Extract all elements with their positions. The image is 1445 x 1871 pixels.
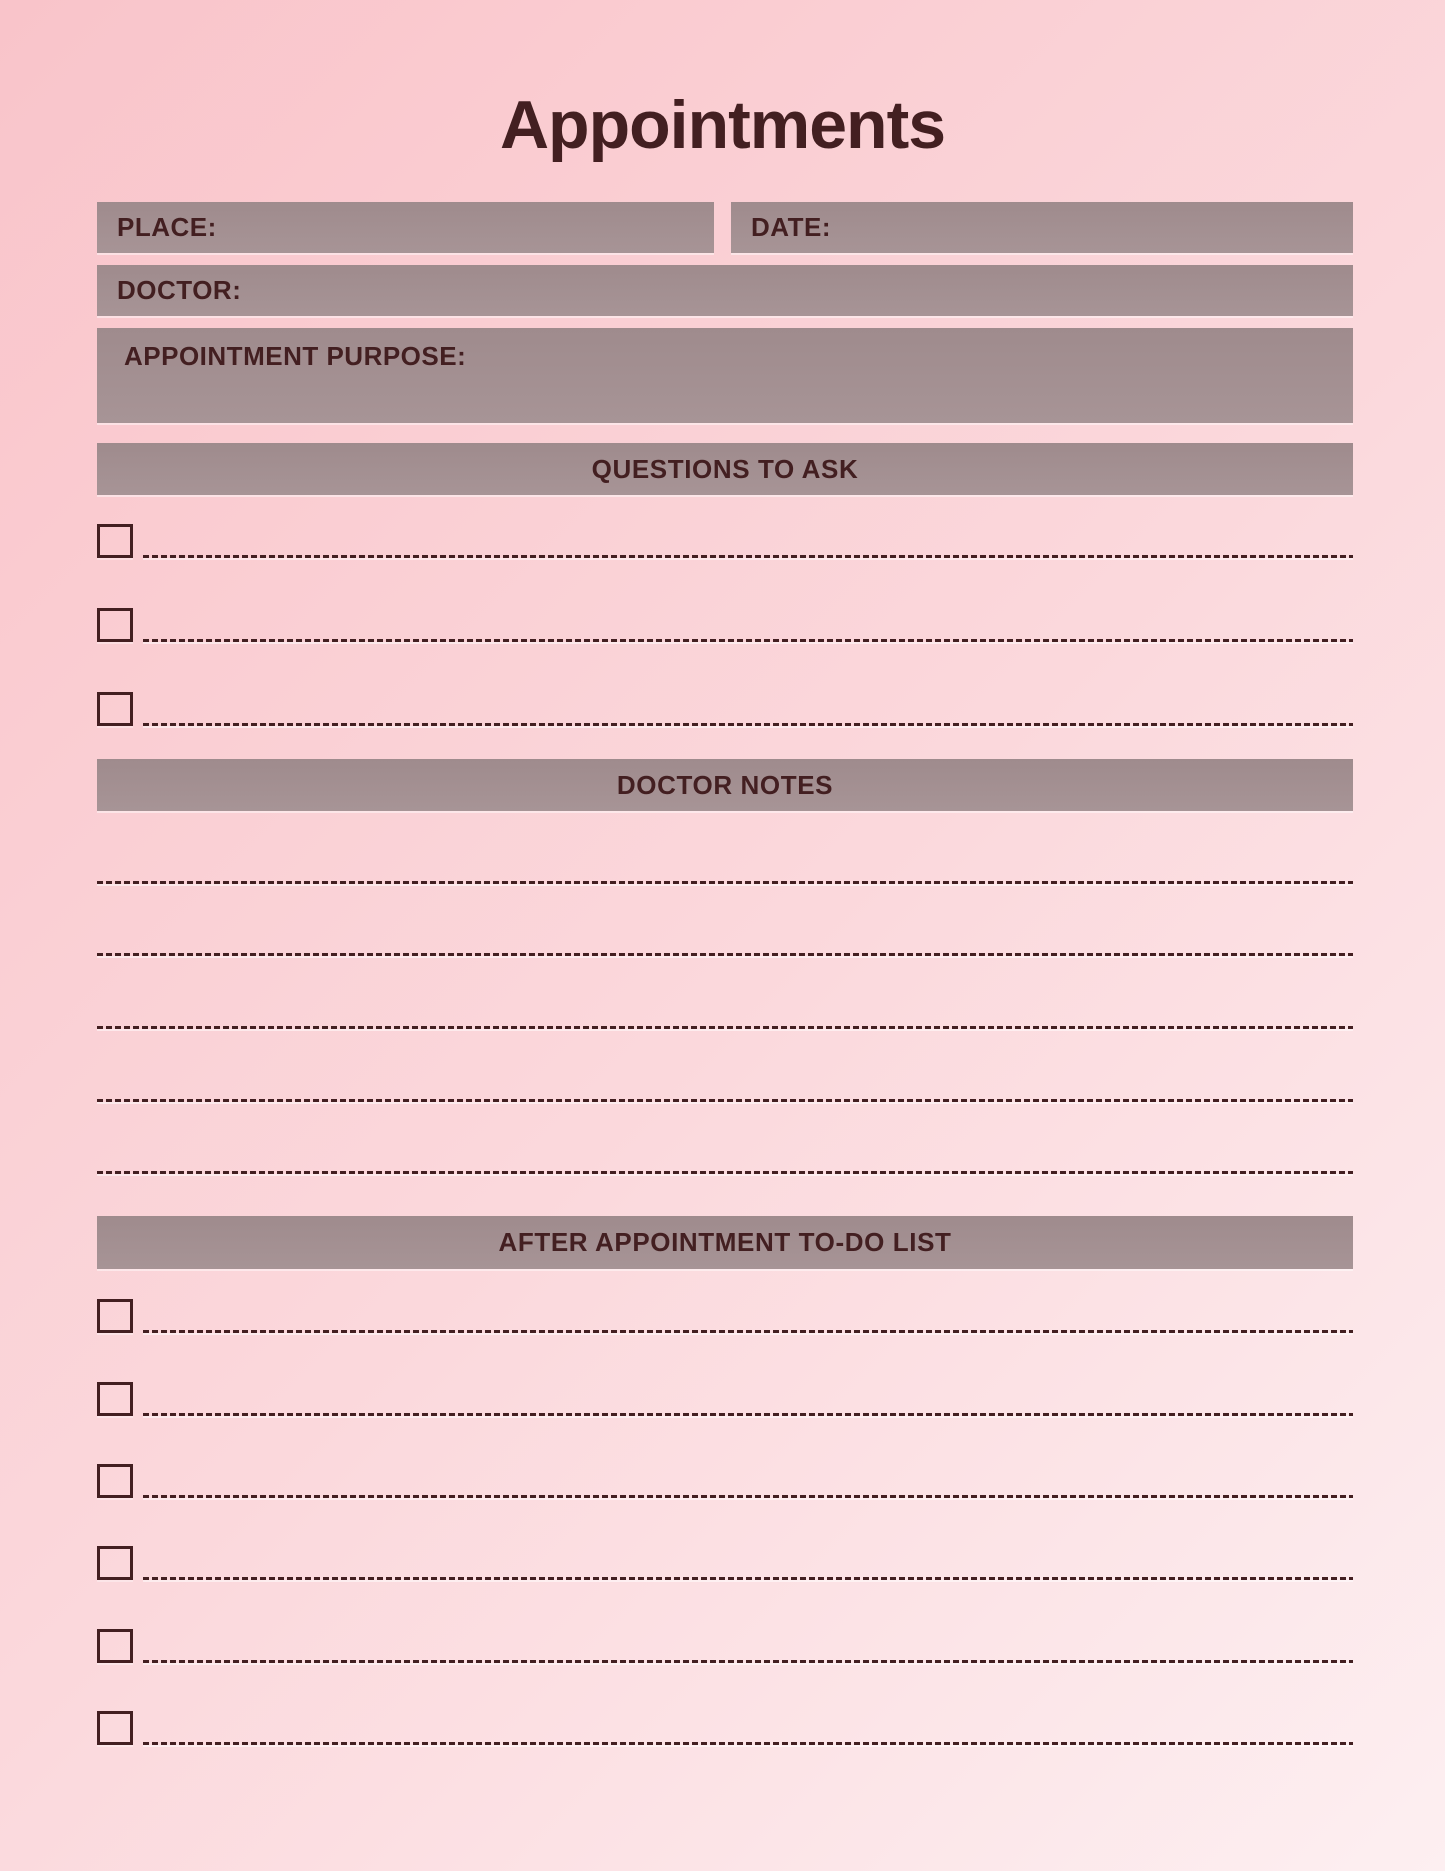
date-value[interactable] bbox=[845, 215, 1353, 241]
checkbox[interactable] bbox=[97, 524, 133, 558]
questions-section-title: QUESTIONS TO ASK bbox=[591, 453, 859, 484]
checkbox[interactable] bbox=[97, 1382, 133, 1416]
top-fields-row bbox=[97, 202, 1353, 253]
checklist-row bbox=[97, 1333, 1353, 1415]
doctor-notes-section-title: DOCTOR NOTES bbox=[616, 769, 834, 800]
writing-line[interactable] bbox=[97, 1171, 1353, 1174]
purpose-label: APPOINTMENT PURPOSE: bbox=[124, 341, 467, 372]
checkbox[interactable] bbox=[97, 1711, 133, 1745]
checkbox[interactable] bbox=[97, 692, 133, 726]
doctor-field[interactable] bbox=[97, 265, 1353, 316]
todo-section-header bbox=[97, 1216, 1353, 1269]
purpose-field[interactable] bbox=[97, 328, 1353, 423]
doctor-value[interactable] bbox=[255, 278, 1353, 304]
purpose-value[interactable] bbox=[480, 341, 1353, 367]
checklist-row bbox=[97, 1269, 1353, 1333]
checkbox[interactable] bbox=[97, 1546, 133, 1580]
page-title: Appointments bbox=[499, 87, 946, 163]
note-line-row bbox=[97, 1029, 1353, 1102]
note-line-row bbox=[97, 884, 1353, 957]
checkbox[interactable] bbox=[97, 1629, 133, 1663]
todo-section-title: AFTER APPOINTMENT TO-DO LIST bbox=[498, 1227, 952, 1258]
checklist-row bbox=[97, 1498, 1353, 1580]
writing-line[interactable] bbox=[143, 1742, 1353, 1745]
doctor-label: DOCTOR: bbox=[117, 275, 242, 306]
checklist-row bbox=[97, 1663, 1353, 1745]
checklist-row bbox=[97, 495, 1353, 558]
place-field[interactable] bbox=[97, 202, 714, 253]
date-field[interactable] bbox=[731, 202, 1353, 253]
questions-checklist bbox=[97, 495, 1353, 726]
date-label: DATE: bbox=[751, 212, 832, 243]
checkbox[interactable] bbox=[97, 1299, 133, 1333]
note-line-row bbox=[97, 1102, 1353, 1175]
checklist-row bbox=[97, 1416, 1353, 1498]
checklist-row bbox=[97, 1580, 1353, 1662]
questions-section-header bbox=[97, 443, 1353, 495]
place-value[interactable] bbox=[231, 215, 714, 241]
doctor-notes-section-header bbox=[97, 759, 1353, 811]
writing-line[interactable] bbox=[143, 723, 1353, 726]
note-line-row bbox=[97, 956, 1353, 1029]
checklist-row bbox=[97, 558, 1353, 642]
place-label: PLACE: bbox=[117, 212, 217, 243]
checklist-row bbox=[97, 642, 1353, 726]
todo-checklist bbox=[97, 1269, 1353, 1745]
doctor-notes-lines bbox=[97, 811, 1353, 1174]
checkbox[interactable] bbox=[97, 1464, 133, 1498]
note-line-row bbox=[97, 811, 1353, 884]
planner-content bbox=[97, 202, 1353, 1745]
checkbox[interactable] bbox=[97, 608, 133, 642]
